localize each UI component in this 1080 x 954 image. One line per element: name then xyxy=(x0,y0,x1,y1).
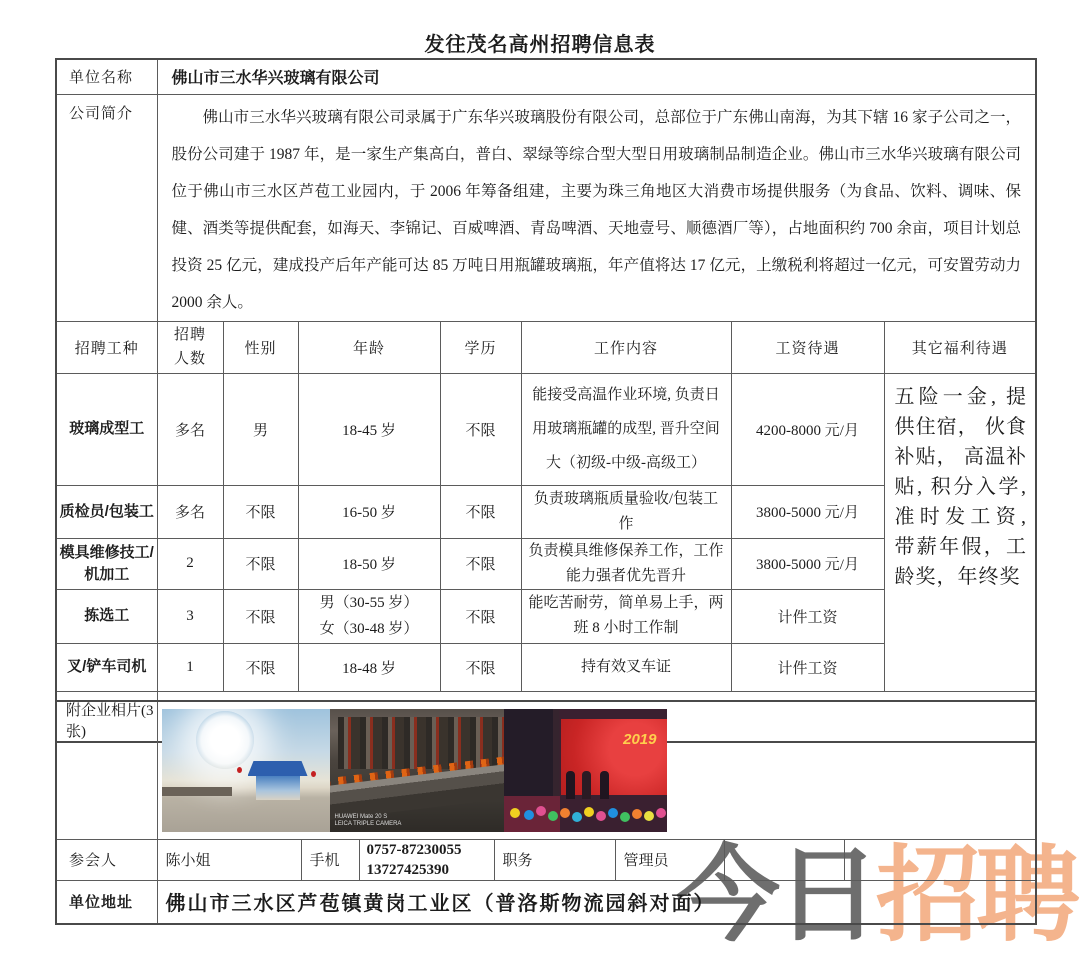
sun-shape xyxy=(196,711,254,769)
watermark-gray-text: 今日 xyxy=(676,838,877,954)
attendee-row xyxy=(56,839,1036,880)
company-intro-cell xyxy=(157,94,1036,321)
header-age: 年龄 xyxy=(298,321,440,373)
photo-annual-event xyxy=(504,709,667,832)
header-row xyxy=(56,321,1036,373)
job-duties-cell: 能接受高温作业环境, 负责日用玻璃瓶罐的成型, 晋升空间大（初级-中级-高级工） xyxy=(521,373,731,485)
job-education-cell: 不限 xyxy=(440,538,521,589)
address-label: 单位地址 xyxy=(56,880,157,924)
job-title-cell: 拣选工 xyxy=(56,589,157,643)
lantern-shape xyxy=(311,771,316,777)
job-duties-cell: 负责玻璃瓶质量验收/包装工作 xyxy=(521,485,731,538)
job-age-cell xyxy=(298,589,440,643)
job-gender-cell: 男 xyxy=(223,373,298,485)
page-title: 发往茂名高州招聘信息表 xyxy=(424,34,656,56)
company-intro-label: 公司简介 xyxy=(56,94,157,321)
job-gender-cell: 不限 xyxy=(223,643,298,691)
header-gender: 性别 xyxy=(223,321,298,373)
job-title-cell: 叉/铲车司机 xyxy=(56,643,157,691)
contact-table xyxy=(55,700,1037,925)
job-count-cell: 2 xyxy=(157,538,223,589)
person-silhouette xyxy=(566,771,575,799)
attendee-name: 陈小姐 xyxy=(157,839,301,880)
job-salary-cell: 3800-5000 元/月 xyxy=(731,485,884,538)
address-value: 佛山市三水区芦苞镇黄岗工业区（普洛斯物流园斜对面） xyxy=(157,880,1036,924)
job-title-cell: 质检员/包装工 xyxy=(56,485,157,538)
photos-cell xyxy=(157,701,1036,839)
unit-name-label: 单位名称 xyxy=(56,59,157,94)
job-age-cell: 16-50 岁 xyxy=(298,485,440,538)
job-count-cell: 多名 xyxy=(157,373,223,485)
header-job-type: 招聘工种 xyxy=(56,321,157,373)
photos-row-label-cell xyxy=(56,701,157,839)
person-silhouette xyxy=(600,771,609,799)
photo-factory-gate xyxy=(162,709,330,832)
recruitment-table xyxy=(55,58,1037,743)
lantern-shape xyxy=(237,767,242,773)
photos-row xyxy=(56,701,1036,839)
job-salary-cell: 计件工资 xyxy=(731,589,884,643)
job-title-cell: 玻璃成型工 xyxy=(56,373,157,485)
job-duties-cell: 能吃苦耐劳，简单易上手，两班 8 小时工作制 xyxy=(521,589,731,643)
phone-number-1: 0757-87230055 xyxy=(366,841,462,858)
job-education-cell: 不限 xyxy=(440,643,521,691)
attendee-label: 参会人 xyxy=(56,839,157,880)
job-count-cell: 多名 xyxy=(157,485,223,538)
job-count-cell: 1 xyxy=(157,643,223,691)
unit-name-value: 佛山市三水华兴玻璃有限公司 xyxy=(157,59,1036,94)
person-silhouette xyxy=(582,771,591,799)
job-title-cell: 模具维修技工/机加工 xyxy=(56,538,157,589)
position-value: 管理员 xyxy=(615,839,724,880)
header-benefits: 其它福利待遇 xyxy=(884,321,1036,373)
job-duties-cell: 持有效叉车证 xyxy=(521,643,731,691)
job-row-glass-forming xyxy=(56,373,1036,485)
job-age-cell: 18-48 岁 xyxy=(298,643,440,691)
phone-label: 手机 xyxy=(301,839,359,880)
job-education-cell: 不限 xyxy=(440,485,521,538)
job-age-cell: 18-50 岁 xyxy=(298,538,440,589)
job-age-cell: 18-45 岁 xyxy=(298,373,440,485)
job-salary-cell: 4200-8000 元/月 xyxy=(731,373,884,485)
wall-shape xyxy=(162,787,232,796)
unit-name-row xyxy=(56,59,1036,94)
job-count-cell: 3 xyxy=(157,589,223,643)
gate-booth-shape xyxy=(256,776,300,800)
company-photos xyxy=(158,702,1036,832)
job-education-cell: 不限 xyxy=(440,373,521,485)
job-gender-cell: 不限 xyxy=(223,538,298,589)
camera-watermark-text: HUAWEI Mate 20 S LEICA TRIPLE CAMERA xyxy=(334,814,402,827)
company-intro-text: 佛山市三水华兴玻璃有限公司录属于广东华兴玻璃股份有限公司，总部位于广东佛山南海，为其下辖 16 家子公司之一，股份公司建于 1987 年，是一家生产集高白，普白、翠绿等综合型大型日用玻璃制品制造企业。佛山市三水华兴玻璃有限公司位于佛山市三水区芦苞工业园内，于 2006 年筹备组建，主要为珠三角地区大消费市场提供服务（为食品、饮料、调味、保健、酒类等提供配套，如海天、李锦记、百威啤酒、青岛啤酒、天地壹号、顺德酒厂等），占地面积约 700 余亩，项目计划总投资 25 亿元，建成投产后年产能可达 85 万吨日用瓶罐玻璃瓶，年产值将达 17 亿元，上缴税利将超过一亿元，可安置劳动力 2000 余人。 xyxy=(171,108,1022,311)
job-gender-cell: 不限 xyxy=(223,589,298,643)
balloons-shape xyxy=(510,808,520,818)
header-headcount: 招聘人数 xyxy=(157,321,223,373)
job-age-female: 女（30-48 岁） xyxy=(319,621,419,637)
header-duties: 工作内容 xyxy=(521,321,731,373)
job-salary-cell: 计件工资 xyxy=(731,643,884,691)
header-education: 学历 xyxy=(440,321,521,373)
position-label: 职务 xyxy=(494,839,615,880)
gate-canopy-shape xyxy=(248,761,308,776)
empty-cell xyxy=(724,839,844,880)
event-year-text: 2019 xyxy=(623,731,657,748)
phone-numbers-cell xyxy=(359,839,494,880)
phone-number-2: 13727425390 xyxy=(366,861,449,878)
company-intro-row xyxy=(56,94,1036,321)
header-salary: 工资待遇 xyxy=(731,321,884,373)
job-salary-cell: 3800-5000 元/月 xyxy=(731,538,884,589)
benefits-cell: 五险一金, 提供住宿， 伙食补贴， 高温补贴, 积分入学, 准时发工资, 带薪年假，工龄奖，年终奖 xyxy=(884,373,1036,691)
job-age-male: 男（30-55 岁） xyxy=(319,595,419,611)
job-education-cell: 不限 xyxy=(440,589,521,643)
photos-label: 附企业相片(3张) xyxy=(56,691,157,742)
watermark-orange-text: 招聘 xyxy=(876,838,1077,954)
empty-cell xyxy=(844,839,1036,880)
job-gender-cell: 不限 xyxy=(223,485,298,538)
photo-production-line xyxy=(330,709,504,832)
job-duties-cell: 负责模具维修保养工作，工作能力强者优先晋升 xyxy=(521,538,731,589)
address-row xyxy=(56,880,1036,924)
